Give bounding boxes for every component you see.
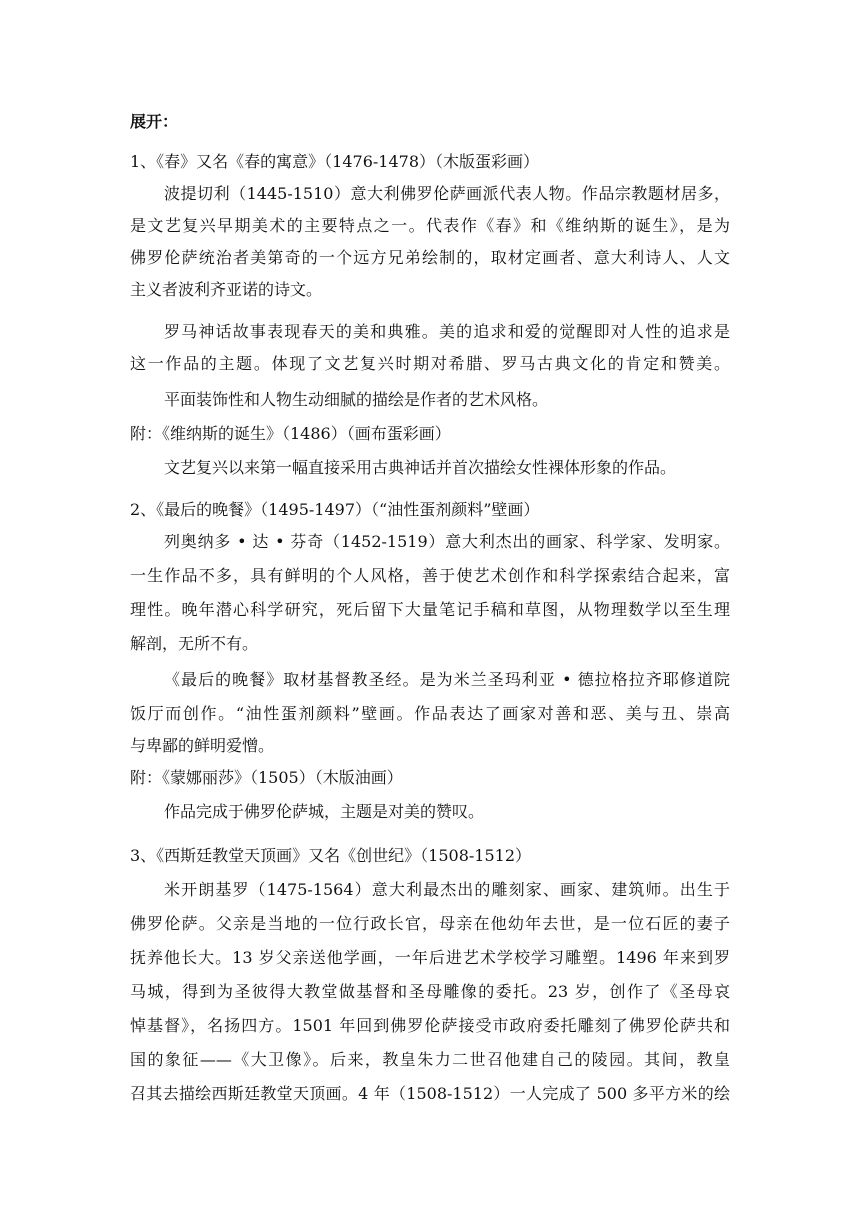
paragraph-line: 《最后的晚餐》取材基督教圣经。是为米兰圣玛利亚 • 德拉格拉齐耶修道院: [164, 670, 730, 689]
paragraph-line: 马城，得到为圣彼得大教堂做基督和圣母雕像的委托。23 岁，创作了《圣母哀: [130, 982, 730, 1001]
section-heading: 展开：: [130, 112, 179, 131]
paragraph-line: 一生作品不多，具有鲜明的个人风格，善于使艺术创作和科学探索结合起来，富: [130, 566, 730, 585]
paragraph-line: 波提切利（1445-1510）意大利佛罗伦萨画派代表人物。作品宗教题材居多，: [164, 184, 730, 203]
paragraph-line: 悼基督》，名扬四方。1501 年回到佛罗伦萨接受市政府委托雕刻了佛罗伦萨共和: [130, 1016, 730, 1035]
paragraph-line: 是文艺复兴早期美术的主要特点之一。代表作《春》和《维纳斯的诞生》，是为: [130, 216, 730, 235]
item-title: 2、《最后的晚餐》（1495-1497）（“油性蛋剂颜料”壁画）: [130, 500, 540, 519]
paragraph-line: 平面装饰性和人物生动细腻的描绘是作者的艺术风格。: [164, 390, 549, 409]
paragraph-line: 主义者波利齐亚诺的诗文。: [130, 280, 323, 299]
paragraph-line: 与卑鄙的鲜明爱憎。: [130, 736, 275, 755]
paragraph-line: 召其去描绘西斯廷教堂天顶画。4 年（1508-1512）一人完成了 500 多平方米的绘: [130, 1084, 730, 1103]
paragraph-line: 解剖，无所不有。: [130, 634, 259, 653]
paragraph-line: 佛罗伦萨统治者美第奇的一个远方兄弟绘制的，取材定画者、意大利诗人、人文: [130, 248, 730, 267]
paragraph-line: 罗马神话故事表现春天的美和典雅。美的追求和爱的觉醒即对人性的追求是: [164, 322, 730, 341]
appendix-title: 附：《蒙娜丽莎》（1505）（木版油画）: [130, 768, 403, 787]
paragraph-line: 理性。晚年潜心科学研究，死后留下大量笔记手稿和草图，从物理数学以至生理: [130, 600, 730, 619]
appendix-title: 附：《维纳斯的诞生》（1486）（画布蛋彩画）: [130, 424, 451, 443]
paragraph-line: 佛罗伦萨。父亲是当地的一位行政长官，母亲在他幼年去世，是一位石匠的妻子: [130, 914, 730, 933]
paragraph-line: 米开朗基罗（1475-1564）意大利最杰出的雕刻家、画家、建筑师。出生于: [164, 880, 730, 899]
paragraph-line: 抚养他长大。13 岁父亲送他学画，一年后进艺术学校学习雕塑。1496 年来到罗: [130, 948, 730, 967]
paragraph-line: 国的象征——《大卫像》。后来，教皇朱力二世召他建自己的陵园。其间，教皇: [130, 1050, 730, 1069]
item-title: 3、《西斯廷教堂天顶画》又名《创世纪》（1508-1512）: [130, 846, 532, 865]
paragraph-line: 这一作品的主题。体现了文艺复兴时期对希腊、罗马古典文化的肯定和赞美。: [130, 354, 730, 373]
paragraph-line: 文艺复兴以来第一幅直接采用古典神话并首次描绘女性裸体形象的作品。: [164, 458, 677, 477]
paragraph-line: 列奥纳多 • 达 • 芬奇（1452-1519）意大利杰出的画家、科学家、发明家。: [164, 532, 730, 551]
paragraph-line: 饭厅而创作。“油性蛋剂颜料”壁画。作品表达了画家对善和恶、美与丑、崇高: [130, 704, 730, 723]
paragraph-line: 作品完成于佛罗伦萨城，主题是对美的赞叹。: [164, 802, 485, 821]
item-title: 1、《春》又名《春的寓意》（1476-1478）（木版蛋彩画）: [130, 152, 540, 171]
